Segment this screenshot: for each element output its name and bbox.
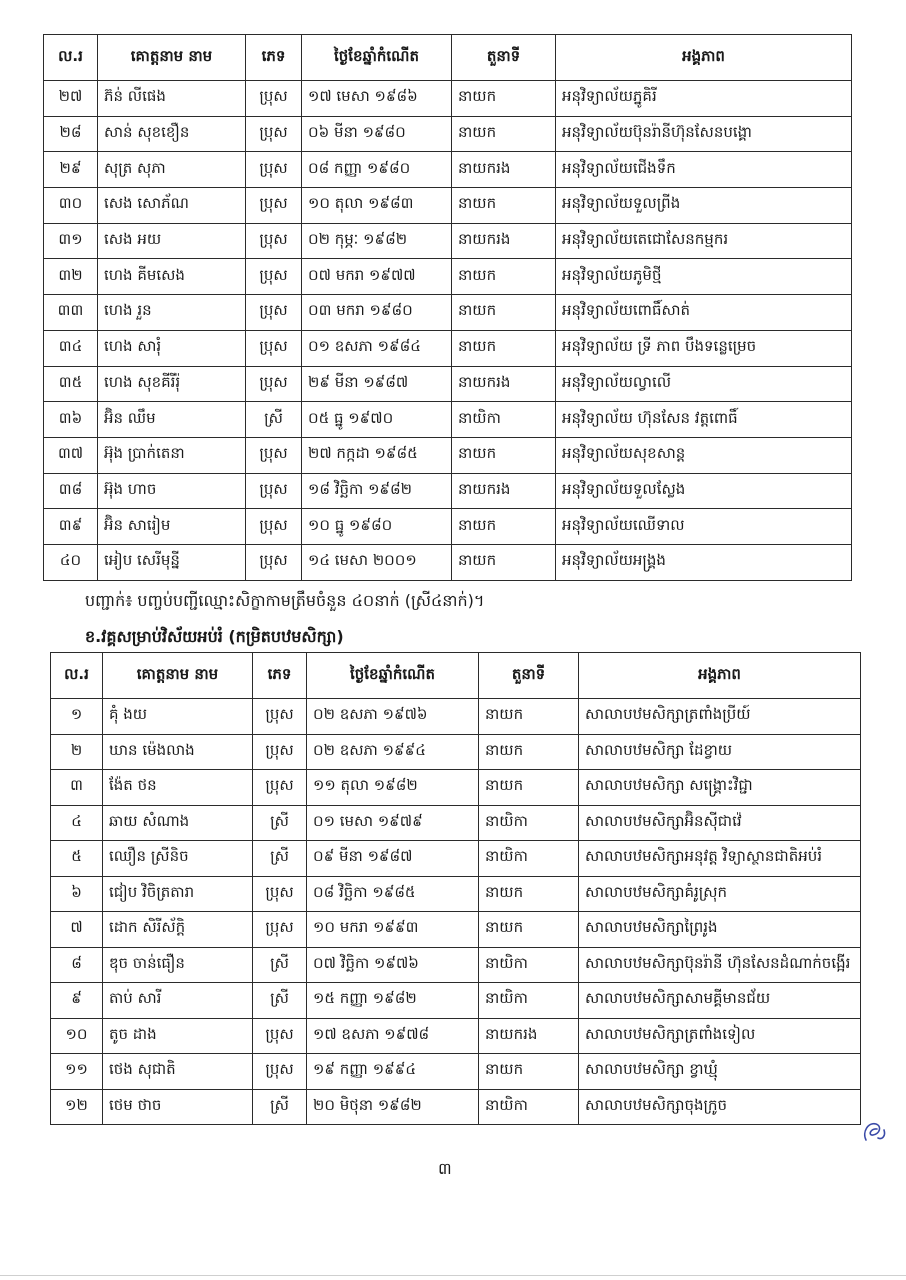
cell-number: ៦ [51,876,103,912]
header-cell: ភេទ [253,653,307,699]
cell-position: នាយករង [452,152,556,188]
cell-position: នាយករង [452,473,556,509]
cell-institution: អនុវិទ្យាល័យភូមិថ្មី [556,259,852,295]
staff-table-secondary [43,34,852,581]
cell-institution: សាលាបឋមសិក្សាអ៊ិនស៊ីជាវ៉េ [579,805,861,841]
cell-gender: ប្រុស [246,366,302,402]
table-row [44,509,852,545]
cell-name: ឆាយ សំណាង [103,805,253,841]
header-cell: តួនាទី [479,653,579,699]
cell-name: ឈឿន ស្រីនិច [103,841,253,877]
cell-gender: ប្រុស [246,437,302,473]
cell-number: ៣៦ [44,402,98,438]
cell-gender: ប្រុស [246,81,302,117]
section-heading: ខ.វគ្គសម្រាប់វិស័យអប់រំ (កម្រិតបឋមសិក្សា) [85,627,344,646]
cell-number: ៨ [51,947,103,983]
header-cell: ថ្ងៃខែឆ្នាំកំណើត [307,653,479,699]
table-row [51,876,861,912]
cell-gender: ប្រុស [246,259,302,295]
cell-gender: ប្រុស [246,473,302,509]
table-row [51,983,861,1019]
cell-name: អ៊ុង ប្រាក់តេនា [98,437,246,473]
cell-name: ឃាន ម៉េងលាង [103,734,253,770]
cell-birthdate: ១៤ មេសា ២០០១ [302,544,452,580]
cell-institution: អនុវិទ្យាល័យទួលព្រីង [556,188,852,224]
table-row [44,402,852,438]
cell-birthdate: ០៩ មីនា ១៩៨៧ [307,841,479,877]
cell-position: នាយក [452,116,556,152]
cell-birthdate: ០៨ កញ្ញា ១៩៨០ [302,152,452,188]
table-row [51,805,861,841]
cell-institution: សាលាបឋមសិក្សាត្រពាំងទៀល [579,1018,861,1054]
cell-birthdate: ០១ មេសា ១៩៧៩ [307,805,479,841]
cell-birthdate: ១៩ កញ្ញា ១៩៩៤ [307,1054,479,1090]
cell-birthdate: ២៧ កក្កដា ១៩៨៥ [302,437,452,473]
cell-number: ៣៣ [44,295,98,331]
table-row [44,437,852,473]
cell-birthdate: ១០ តុលា ១៩៨៣ [302,188,452,224]
cell-gender: ប្រុស [246,188,302,224]
cell-position: នាយក [479,1054,579,1090]
page-number: ៣ [438,1159,452,1178]
cell-gender: ប្រុស [246,116,302,152]
cell-name: សុត្រ សុភា [98,152,246,188]
table-row [44,116,852,152]
cell-position: នាយិកា [479,805,579,841]
cell-gender: ប្រុស [253,1018,307,1054]
cell-birthdate: ១៧ ឧសភា ១៩៧៨ [307,1018,479,1054]
table-row [44,330,852,366]
header-cell: ល.រ [51,653,103,699]
cell-institution: អនុវិទ្យាល័យពោធិ៍សាត់ [556,295,852,331]
cell-institution: អនុវិទ្យាល័យទួលស្លែង [556,473,852,509]
cell-gender: ប្រុស [246,509,302,545]
cell-birthdate: ០៨ វិច្ឆិកា ១៩៨៥ [307,876,479,912]
cell-name: ដោក សិរីស័ក្តិ [103,912,253,948]
cell-number: ៣៩ [44,509,98,545]
header-cell: តួនាទី [452,35,556,81]
cell-name: តូច ដាង [103,1018,253,1054]
cell-position: នាយក [452,259,556,295]
cell-birthdate: ១៥ កញ្ញា ១៩៨២ [307,983,479,1019]
cell-number: ៤០ [44,544,98,580]
cell-name: អៀប សេរីមុន្នី [98,544,246,580]
cell-number: ១០ [51,1018,103,1054]
cell-number: ២ [51,734,103,770]
header-cell: គោត្តនាម នាម [103,653,253,699]
cell-institution: សាលាបឋមសិក្សាចុងក្រូច [579,1089,861,1125]
cell-number: ១១ [51,1054,103,1090]
cell-number: ៩ [51,983,103,1019]
cell-position: នាយក [479,699,579,735]
cell-number: ៧ [51,912,103,948]
cell-gender: ប្រុស [246,544,302,580]
table-row [44,366,852,402]
cell-number: ១២ [51,1089,103,1125]
header-cell: គោត្តនាម នាម [98,35,246,81]
cell-position: នាយក [452,509,556,545]
cell-institution: សាលាបឋមសិក្សា ខ្វាឃ្មុំ [579,1054,861,1090]
table-row [44,295,852,331]
cell-name: អ៊ិន ឈឹម [98,402,246,438]
scan-edge-line [0,1275,906,1276]
cell-institution: សាលាបឋមសិក្សាត្រពាំងប្រីយ៍ [579,699,861,735]
cell-number: ៤ [51,805,103,841]
cell-birthdate: ០៧ មករា ១៩៧៧ [302,259,452,295]
cell-institution: សាលាបឋមសិក្សាអនុវត្ត វិទ្យាស្ថានជាតិអប់រំ [579,841,861,877]
cell-birthdate: ១៨ វិច្ឆិកា ១៩៨២ [302,473,452,509]
cell-institution: អនុវិទ្យាល័យល្វាលើ [556,366,852,402]
table-row [51,734,861,770]
cell-position: នាយក [452,330,556,366]
cell-number: ៣០ [44,188,98,224]
cell-institution: សាលាបឋមសិក្សាសាមគ្គីមានជ័យ [579,983,861,1019]
cell-number: ២៧ [44,81,98,117]
cell-gender: ប្រុស [253,912,307,948]
cell-name: សេង អយ [98,223,246,259]
cell-institution: អនុវិទ្យាល័យ ទ្រី ភាព បឹងទន្លេម្រេច [556,330,852,366]
cell-gender: ស្រី [246,402,302,438]
cell-position: នាយករង [452,223,556,259]
note-text: បញ្ជាក់៖ បញ្ចប់បញ្ជីឈ្មោះសិក្ខាកាមត្រឹមចំនួន ៤០នាក់ (ស្រី៤នាក់)។ [85,591,485,610]
table-row [44,544,852,580]
table-row [51,947,861,983]
cell-name: ហេង សុខគីរីរ៉ុ [98,366,246,402]
table-row [51,1054,861,1090]
cell-position: នាយិកា [479,841,579,877]
table-row [44,259,852,295]
cell-birthdate: ០២ ឧសភា ១៩៩៤ [307,734,479,770]
table-row [44,473,852,509]
cell-gender: ប្រុស [246,223,302,259]
cell-gender: ប្រុស [253,734,307,770]
cell-number: ៣៨ [44,473,98,509]
cell-birthdate: ០២ ឧសភា ១៩៧៦ [307,699,479,735]
cell-birthdate: ០២ កុម្ភៈ ១៩៨២ [302,223,452,259]
table-row [44,81,852,117]
cell-birthdate: ១០ ធ្នូ ១៩៨០ [302,509,452,545]
cell-name: សាន់ សុខខឿន [98,116,246,152]
cell-number: ៣២ [44,259,98,295]
cell-gender: ប្រុស [253,770,307,806]
table-row [51,912,861,948]
table-body [51,699,861,1125]
cell-name: ជៀប វិចិត្រតារា [103,876,253,912]
cell-birthdate: ១១ តុលា ១៩៨២ [307,770,479,806]
cell-gender: ប្រុស [253,876,307,912]
cell-gender: ស្រី [253,1089,307,1125]
cell-institution: អនុវិទ្យាល័យប៊ុនរ៉ានីហ៊ុនសែនបង្គោ [556,116,852,152]
cell-number: ១ [51,699,103,735]
cell-institution: អនុវិទ្យាល័យតេជោសែនកម្មករ [556,223,852,259]
cell-institution: សាលាបឋមសិក្សា សង្គ្រោះវិជ្ជា [579,770,861,806]
table-row [44,152,852,188]
cell-name: សេង សោភ័ណ [98,188,246,224]
cell-name: ហេង សារុំ [98,330,246,366]
cell-institution: អនុវិទ្យាល័យជើងទឹក [556,152,852,188]
table-row [51,699,861,735]
cell-number: ៣១ [44,223,98,259]
header-cell: ភេទ [246,35,302,81]
table-row [51,770,861,806]
cell-institution: អនុវិទ្យាល័យឈើទាល [556,509,852,545]
cell-name: ហេង គីមសេង [98,259,246,295]
cell-name: អ៊ិន សារៀម [98,509,246,545]
cell-position: នាយក [479,912,579,948]
cell-position: នាយក [452,295,556,331]
cell-birthdate: ០៣ មករា ១៩៨០ [302,295,452,331]
cell-name: គុំ ងយ [103,699,253,735]
cell-position: នាយករង [452,366,556,402]
cell-institution: សាលាបឋមសិក្សាព្រៃរូង [579,912,861,948]
staff-table-primary [50,652,861,1125]
cell-gender: ស្រី [253,983,307,1019]
cell-name: ថេម ថាច [103,1089,253,1125]
table-row [51,1018,861,1054]
cell-position: នាយក [452,544,556,580]
cell-birthdate: ០៥ ធ្នូ ១៩៧០ [302,402,452,438]
cell-number: ៣៤ [44,330,98,366]
table-body [44,81,852,581]
cell-name: ហេង រួន [98,295,246,331]
cell-number: ២៨ [44,116,98,152]
table-row [44,223,852,259]
handwritten-initials-mark [858,1118,892,1146]
cell-position: នាយក [479,876,579,912]
cell-gender: ប្រុស [246,295,302,331]
cell-number: ៣៧ [44,437,98,473]
cell-position: នាយករង [479,1018,579,1054]
cell-name: ភ៊ន់ លីផេង [98,81,246,117]
cell-institution: សាលាបឋមសិក្សាប៊ុនរ៉ានី ហ៊ុនសែនដំណាក់ចង្អើរ [579,947,861,983]
cell-gender: ប្រុស [253,1054,307,1090]
cell-position: នាយក [479,734,579,770]
table-row [44,188,852,224]
cell-gender: ស្រី [253,805,307,841]
cell-number: ២៩ [44,152,98,188]
cell-number: ៥ [51,841,103,877]
cell-birthdate: ០៦ មីនា ១៩៨០ [302,116,452,152]
cell-birthdate: ១៧ មេសា ១៩៨៦ [302,81,452,117]
cell-name: អ៊ុង ហាច [98,473,246,509]
cell-institution: អនុវិទ្យាល័យ ហ៊ុនសែន វត្តពោធិ៍ [556,402,852,438]
cell-birthdate: ០៧ វិច្ឆិកា ១៩៧៦ [307,947,479,983]
cell-name: ង៉ែត ថន [103,770,253,806]
cell-gender: ប្រុស [246,152,302,188]
cell-name: ឌុច ចាន់ធឿន [103,947,253,983]
cell-position: នាយិកា [479,947,579,983]
header-cell: អង្គភាព [556,35,852,81]
header-cell: អង្គភាព [579,653,861,699]
cell-position: នាយិកា [479,983,579,1019]
header-cell: ថ្ងៃខែឆ្នាំកំណើត [302,35,452,81]
cell-number: ៣៥ [44,366,98,402]
table-header-row [51,653,861,699]
cell-birthdate: ២៩ មីនា ១៩៨៧ [302,366,452,402]
table-header-row [44,35,852,81]
cell-institution: អនុវិទ្យាល័យភ្នូគិរី [556,81,852,117]
header-cell: ល.រ [44,35,98,81]
cell-position: នាយក [479,770,579,806]
cell-position: នាយក [452,81,556,117]
cell-gender: ស្រី [253,841,307,877]
cell-birthdate: ០១ ឧសភា ១៩៨៤ [302,330,452,366]
cell-name: តាប់ សារី [103,983,253,1019]
table-row [51,841,861,877]
cell-birthdate: ១០ មករា ១៩៩៣ [307,912,479,948]
cell-position: នាយិកា [452,402,556,438]
cell-name: ថេង សុជាតិ [103,1054,253,1090]
cell-gender: ស្រី [253,947,307,983]
cell-gender: ប្រុស [253,699,307,735]
cell-institution: អនុវិទ្យាល័យសុខសាន្ត [556,437,852,473]
cell-gender: ប្រុស [246,330,302,366]
table-row [51,1089,861,1125]
cell-institution: អនុវិទ្យាល័យអង្រ្គង [556,544,852,580]
cell-position: នាយិកា [479,1089,579,1125]
cell-institution: សាលាបឋមសិក្សា ដែខ្វាយ [579,734,861,770]
cell-position: នាយក [452,188,556,224]
cell-number: ៣ [51,770,103,806]
cell-birthdate: ២០ មិថុនា ១៩៨២ [307,1089,479,1125]
cell-position: នាយក [452,437,556,473]
cell-institution: សាលាបឋមសិក្សាគំរូស្រុក [579,876,861,912]
